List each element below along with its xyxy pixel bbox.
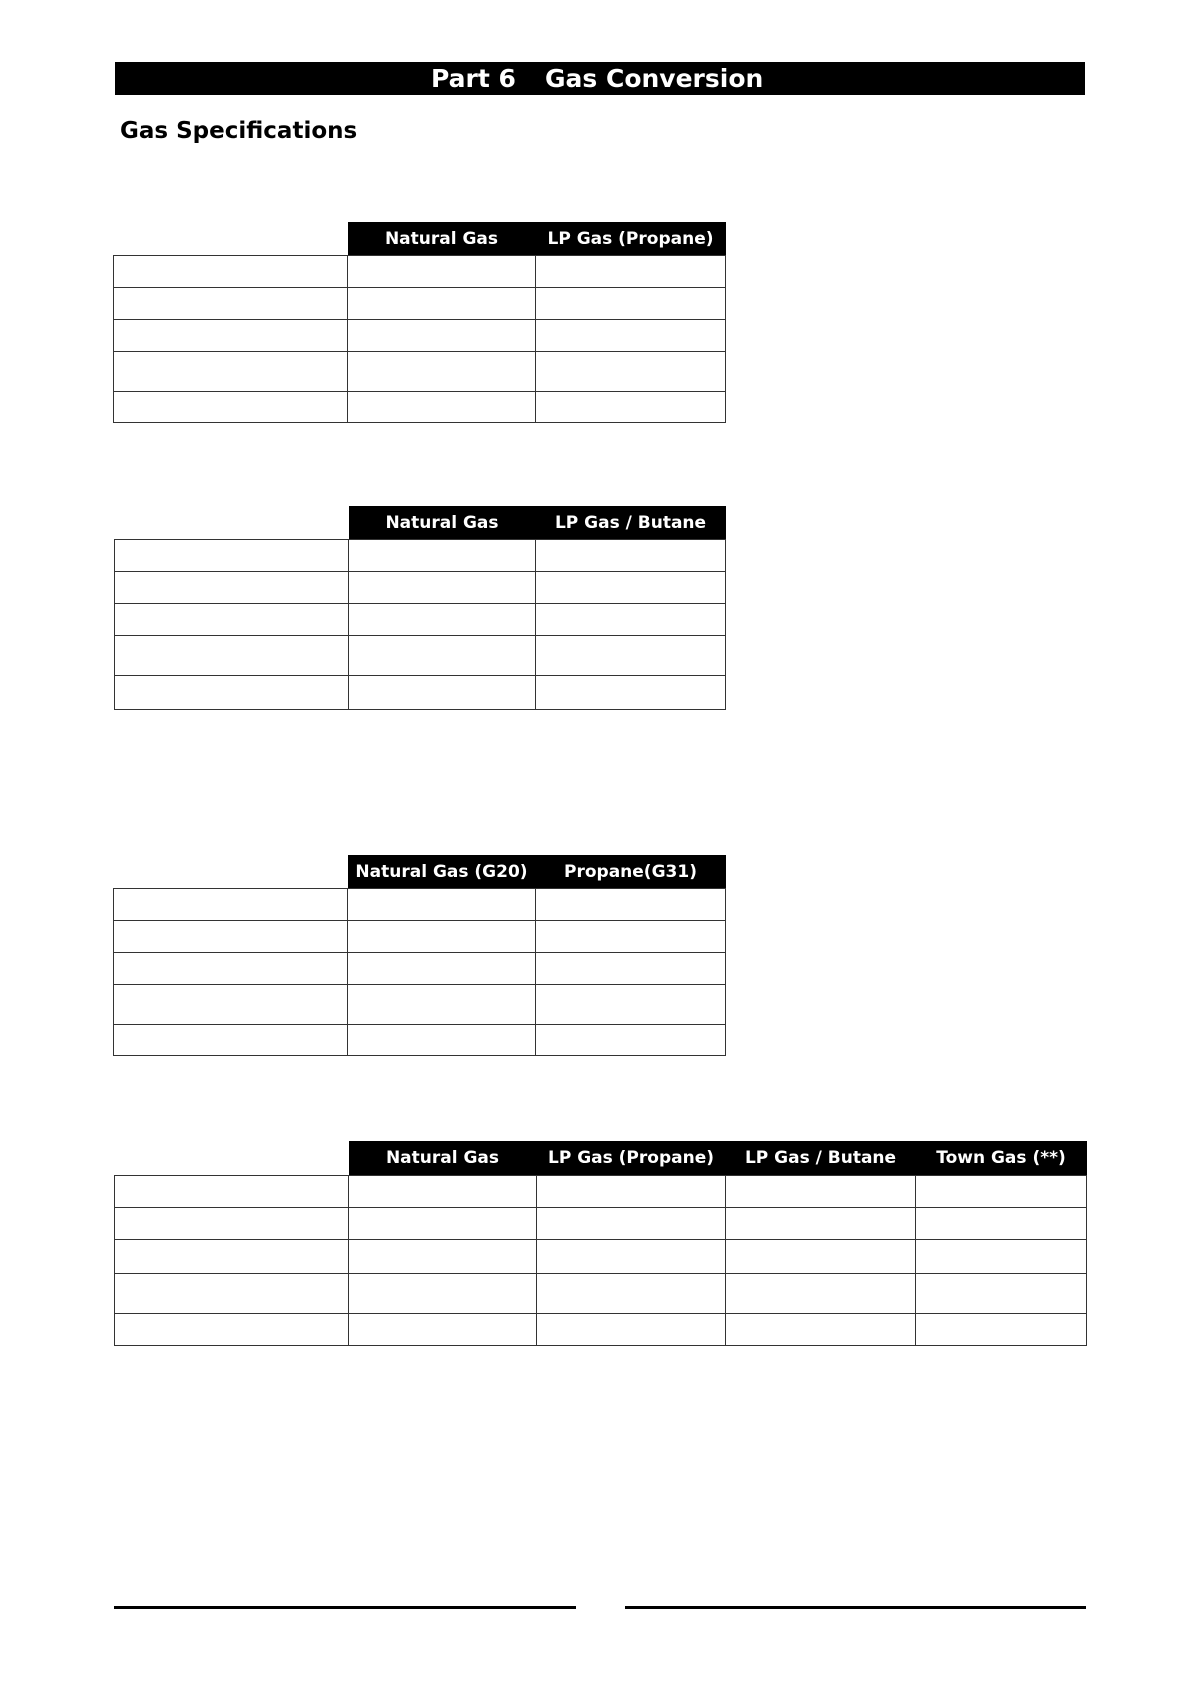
- table-row: [115, 572, 726, 604]
- gas-spec-table-3: [113, 855, 726, 1056]
- part-banner: [115, 62, 1085, 95]
- column-header: Natural Gas (G20): [348, 855, 536, 889]
- table-row: [114, 921, 726, 953]
- table-row: [114, 288, 726, 320]
- column-header: Natural Gas: [349, 1141, 537, 1175]
- footer-rule-right: [625, 1606, 1086, 1609]
- gas-spec-table-2: [114, 506, 726, 710]
- column-header: LP Gas (Propane): [537, 1141, 726, 1175]
- column-header: Natural Gas: [349, 506, 536, 540]
- table-row: [114, 392, 726, 423]
- column-header: Natural Gas: [348, 222, 536, 256]
- table-row: [115, 676, 726, 710]
- table-row: [114, 985, 726, 1025]
- column-header: LP Gas (Propane): [536, 222, 726, 256]
- column-header: LP Gas / Butane: [726, 1141, 916, 1175]
- table-corner: [114, 855, 348, 889]
- table-row: [114, 320, 726, 352]
- table-corner: [114, 222, 348, 256]
- table-row: [115, 1207, 1087, 1239]
- gas-spec-table-4: [114, 1141, 1087, 1346]
- table-row: [115, 636, 726, 676]
- section-title: Gas Specifications: [120, 118, 358, 144]
- table-row: [115, 604, 726, 636]
- table-row: [115, 540, 726, 572]
- column-header: Town Gas (**): [916, 1141, 1087, 1175]
- table-row: [114, 1025, 726, 1056]
- table-row: [115, 1239, 1087, 1273]
- table-row: [115, 1175, 1087, 1207]
- column-header: LP Gas / Butane: [536, 506, 726, 540]
- table-row: [114, 889, 726, 921]
- table-row: [114, 256, 726, 288]
- gas-spec-table-1: [113, 222, 726, 423]
- table-row: [114, 352, 726, 392]
- table-row: [115, 1313, 1087, 1345]
- table-corner: [115, 1141, 349, 1175]
- table-row: [114, 953, 726, 985]
- footer-rule-left: [114, 1606, 576, 1609]
- column-header: Propane(G31): [536, 855, 726, 889]
- part-title: Gas Conversion: [545, 64, 764, 93]
- table-row: [115, 1273, 1087, 1313]
- part-number: Part 6: [431, 64, 516, 93]
- table-corner: [115, 506, 349, 540]
